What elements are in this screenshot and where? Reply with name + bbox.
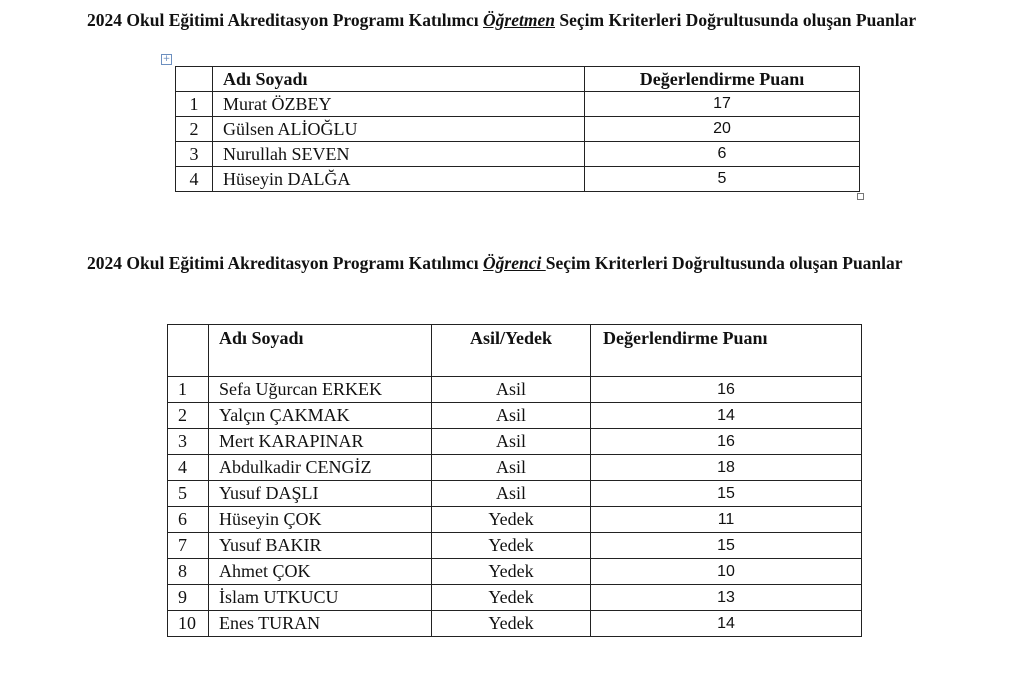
heading-text: Seçim Kriterleri Doğrultusunda oluşan Puanlar: [545, 253, 903, 273]
table-row: [168, 481, 862, 507]
person-name: İslam UTKUCU: [209, 585, 432, 611]
status-cell: Asil: [432, 429, 591, 455]
row-number: 2: [168, 403, 209, 429]
table-row: [168, 611, 862, 637]
status-cell: Yedek: [432, 533, 591, 559]
evaluation-score: 14: [591, 611, 862, 637]
status-cell: Asil: [432, 377, 591, 403]
person-name: Yusuf DAŞLI: [209, 481, 432, 507]
column-header-score: Değerlendirme Puanı: [585, 67, 860, 92]
evaluation-score: 20: [585, 117, 860, 142]
student-scores-table: [167, 324, 862, 637]
row-number: 5: [168, 481, 209, 507]
row-number: 3: [176, 142, 213, 167]
column-header-name: Adı Soyadı: [209, 325, 432, 377]
evaluation-score: 6: [585, 142, 860, 167]
table-row: [176, 117, 860, 142]
evaluation-score: 18: [591, 455, 862, 481]
student-section-heading: [87, 251, 967, 276]
status-cell: Asil: [432, 403, 591, 429]
table-row: [168, 377, 862, 403]
row-number: 3: [168, 429, 209, 455]
status-cell: Yedek: [432, 507, 591, 533]
table-row: [176, 167, 860, 192]
evaluation-score: 16: [591, 429, 862, 455]
teacher-section-heading: [87, 8, 967, 33]
person-name: Murat ÖZBEY: [213, 92, 585, 117]
person-name: Gülsen ALİOĞLU: [213, 117, 585, 142]
row-number: 7: [168, 533, 209, 559]
evaluation-score: 13: [591, 585, 862, 611]
resize-handle-icon[interactable]: [857, 193, 864, 200]
column-header-no: [176, 67, 213, 92]
table-row: [168, 559, 862, 585]
heading-text: 2024 Okul Eğitimi Akreditasyon Programı Katılımcı: [87, 10, 484, 30]
status-cell: Asil: [432, 481, 591, 507]
evaluation-score: 10: [591, 559, 862, 585]
evaluation-score: 14: [591, 403, 862, 429]
table-row: [176, 142, 860, 167]
person-name: Abdulkadir CENGİZ: [209, 455, 432, 481]
status-cell: Yedek: [432, 559, 591, 585]
column-header-no: [168, 325, 209, 377]
person-name: Enes TURAN: [209, 611, 432, 637]
person-name: Nurullah SEVEN: [213, 142, 585, 167]
column-header-score: Değerlendirme Puanı: [591, 325, 862, 377]
person-name: Hüseyin DALĞA: [213, 167, 585, 192]
table-row: [176, 92, 860, 117]
person-name: Yalçın ÇAKMAK: [209, 403, 432, 429]
row-number: 8: [168, 559, 209, 585]
move-handle-icon[interactable]: +: [162, 54, 171, 64]
row-number: 4: [168, 455, 209, 481]
person-name: Yusuf BAKIR: [209, 533, 432, 559]
table-row: [168, 585, 862, 611]
table-header-row: [176, 67, 860, 92]
person-name: Mert KARAPINAR: [209, 429, 432, 455]
heading-emphasis: Öğretmen: [483, 10, 555, 30]
person-name: Sefa Uğurcan ERKEK: [209, 377, 432, 403]
column-header-name: Adı Soyadı: [213, 67, 585, 92]
status-cell: Yedek: [432, 585, 591, 611]
heading-text: 2024 Okul Eğitimi Akreditasyon Programı Katılımcı: [87, 253, 484, 273]
evaluation-score: 5: [585, 167, 860, 192]
person-name: Hüseyin ÇOK: [209, 507, 432, 533]
table-row: [168, 403, 862, 429]
evaluation-score: 11: [591, 507, 862, 533]
row-number: 4: [176, 167, 213, 192]
table-row: [168, 429, 862, 455]
table-header-row: [168, 325, 862, 377]
row-number: 10: [168, 611, 209, 637]
row-number: 9: [168, 585, 209, 611]
status-cell: Asil: [432, 455, 591, 481]
heading-text: Seçim Kriterleri Doğrultusunda oluşan Puanlar: [554, 10, 917, 30]
heading-emphasis: Öğrenci: [483, 253, 546, 273]
status-cell: Yedek: [432, 611, 591, 637]
table-row: [168, 507, 862, 533]
table-row: [168, 455, 862, 481]
evaluation-score: 16: [591, 377, 862, 403]
row-number: 6: [168, 507, 209, 533]
row-number: 2: [176, 117, 213, 142]
evaluation-score: 15: [591, 481, 862, 507]
row-number: 1: [168, 377, 209, 403]
teacher-scores-table: [175, 66, 860, 192]
column-header-status: Asil/Yedek: [432, 325, 591, 377]
table-row: [168, 533, 862, 559]
person-name: Ahmet ÇOK: [209, 559, 432, 585]
evaluation-score: 15: [591, 533, 862, 559]
row-number: 1: [176, 92, 213, 117]
evaluation-score: 17: [585, 92, 860, 117]
